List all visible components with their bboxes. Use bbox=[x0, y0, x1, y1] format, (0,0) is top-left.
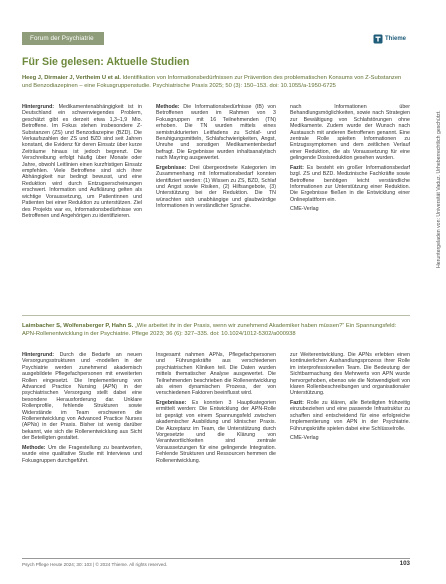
article-reference-2 bbox=[22, 323, 410, 338]
page-header bbox=[22, 32, 410, 45]
paragraph-text: Rolle zu klären, alle Beteiligten frühzeitig einzubeziehen und eine passende Infrastruktur zu schaffen sind entscheidend für eine erfolgreiche Implementierung von APN in der Psychiatrie. Führungskräfte spielen dabei eine Schlüsselrolle. bbox=[290, 400, 410, 432]
paragraph-text: Insgesamt nahmen APNs, Pflegefachpersonen und Führungskräfte aus verschiedenen psychiatrischen Kliniken teil. Die Daten wurden mittels thematischer Analyse ausgewertet. Die Teilnehmenden beschrieben die Rollenentwicklung als einen dynamischen Prozess, der von verschiedenen Faktoren beeinflusst wird. bbox=[156, 352, 276, 397]
paragraph-text: nach Informationen über Behandlungsmöglichkeiten, sowie nach Strategien zur Bewältigung von Schlafstörungen ohne Medikamente. Zudem wurde der Wunsch nach Austausch mit anderen Betroffenen genannt. Eine zentrale Rolle spielten Informationen zu Entzugssymptomen und dem zeitlichen Verlauf einer Reduktion, die als Voraussetzung für eine gelingende Dosisreduktion gesehen wurden. bbox=[290, 104, 410, 162]
article-column bbox=[290, 104, 410, 216]
paragraph-text: Durch die Bedarfe an neuen Versorgungsstrukturen und -modellen in der Psychiatrie werden zunehmend akademisch ausgebildete Pflegefachpersonen mit erweiterten Rollen eingesetzt. Die Implementierung von Advanced Practice Nursing (APN) in der psychiatrischen Versorgung stellt dabei eine besondere Herausforderung dar. Unklare Rollenprofile, fehlende Strukturen sowie Widerstände im Team erschweren die Rollenentwicklung von Advanced Practice Nurses (APNs) in der Praxis. Bisher ist wenig darüber bekannt, wie sich die Rollenentwicklung aus Sicht der Beteiligten gestaltet. bbox=[22, 352, 142, 442]
paragraph-heading: Hintergrund: bbox=[22, 352, 55, 358]
paragraph bbox=[156, 400, 276, 464]
paragraph-heading: Hintergrund: bbox=[22, 104, 55, 110]
rubric-label: Forum der Psychiatrie bbox=[22, 32, 104, 45]
paragraph bbox=[290, 352, 410, 397]
paragraph-text: Es konnten 3 Hauptkategorien ermittelt werden: Die Entwicklung der APN-Rolle ist geprägt von einem Spannungsfeld zwischen akademischer Ausbildung und klinischer Praxis. Die Akzeptanz im Team, die Unterstützung durch Vorgesetzte und die Klärung von Verantwortlichkeiten sind zentrale Voraussetzungen für eine gelingende Integration. Fehlende Strukturen und Ressourcen hemmen die Rollenentwicklung. bbox=[156, 400, 276, 464]
paragraph-text: Es besteht ein großer Informationsbedarf bzgl. ZS und BZD. Medizinische Fachkräfte sowie Betroffene benötigen leicht verständliche Informationen zur Unterstützung einer Reduktion. Die Ergebnisse fließen in die Entwicklung einer Onlineplattform ein. bbox=[290, 164, 410, 203]
paragraph-text: Um die Fragestellung zu beantworten, wurde eine qualitative Studie mit Interviews und Fokusgruppen durchgeführt. bbox=[22, 444, 142, 464]
paragraph bbox=[22, 352, 142, 442]
paragraph-heading: Ergebnisse: bbox=[156, 164, 187, 171]
download-notice: Heruntergeladen von: Universität Vaduz. Urheberrechtlich geschützt. bbox=[436, 110, 442, 268]
publisher-logo bbox=[373, 33, 406, 44]
article-column bbox=[156, 104, 276, 213]
paragraph-heading: Fazit: bbox=[290, 164, 304, 171]
paragraph-text: Die Informationsbedürfnisse (IB) von Betroffenen wurden im Rahmen von 3 Fokusgruppen mit 16 Teilnehmenden (TN) erhoben. Die TN wurden mittels eines semistrukturierten Leitfadens zu Schlaf- und Beruhigungsmitteln, Schlafschwierigkeiten, Angst, Unruhe und sonstigen Medikamentenbedarf befragt. Die Ergebnisse wurden inhaltsanalytisch nach Mayring ausgewertet. bbox=[156, 104, 276, 162]
paragraph bbox=[290, 165, 410, 203]
paragraph-text: Drei übergeordnete Kategorien im Zusammenhang mit Informationsbedarf konnten identifiziert werden: (1) Wissen zu ZS, BZD, Schlaf und Angst sowie Risiken, (2) Hilfsangebote, (3) Unterstützung bei der Reduktion. Die TN wünschten sich unabhängige und glaubwürdige Informationen in verständlicher Sprache. bbox=[156, 164, 276, 210]
article-column bbox=[22, 104, 142, 223]
author-signature: CME-Verlag bbox=[290, 206, 319, 213]
article-column bbox=[290, 352, 410, 445]
paragraph-heading: Methode: bbox=[156, 104, 180, 110]
paragraph-heading: Methode: bbox=[22, 444, 46, 451]
article-body-2 bbox=[22, 352, 410, 548]
paragraph bbox=[290, 400, 410, 432]
article-divider bbox=[22, 315, 410, 316]
paragraph bbox=[290, 104, 410, 162]
publisher-logo-icon bbox=[373, 34, 383, 44]
paragraph bbox=[156, 165, 276, 210]
author-signature: CME-Verlag bbox=[290, 435, 319, 442]
publisher-logo-text: Thieme bbox=[384, 35, 406, 42]
paragraph bbox=[156, 104, 276, 162]
article-authors: Laimbacher S, Wolfensberger P, Hahn S. bbox=[22, 323, 134, 329]
footer-citation: Psych Pflege Heute 2024; 30: 103 | © 2024 Thieme. All rights reserved. bbox=[22, 562, 168, 567]
article-body-1 bbox=[22, 104, 410, 310]
article-citation: Identifikation von Informationsbedürfnissen zur Prävention des problematischen Konsums von Z-Substanzen und Benzodiazepinen – eine Fokusgruppenstudie. Psychiatrische Praxis 2025; 50 (3): 150–153. doi: 10.1055/a-1950-6725 bbox=[22, 75, 402, 89]
section-title: Für Sie gelesen: Aktuelle Studien bbox=[22, 56, 190, 68]
footer-divider bbox=[22, 558, 410, 559]
paragraph bbox=[22, 445, 142, 464]
article-citation: „Wie arbeitet ihr in der Praxis, wenn wir zunehmend Akademiker haben müssen?“ Ein Spannungsfeld: APN-Rollenentwicklung in der Psychiatrie. Pflege 2023; 36 (6): 327–335. doi: 10.1024/1012-5302/a000938 bbox=[22, 323, 397, 337]
paragraph-heading: Ergebnisse: bbox=[156, 400, 187, 407]
article-authors: Heeg J, Dirmaier J, Vertheim U et al. bbox=[22, 75, 121, 81]
paragraph-text: Medikamentenabhängigkeit ist in Deutschland ein schwerwiegendes Problem, geschätzt gibt es derzeit etwa 1,3–1,9 Mio. Betroffene. Im Fokus stehen insbesondere Z-Substanzen (ZS) und Benzodiazepine (BZD). Die Verkaufszahlen der ZS und BZD sind seit Jahren konstant, die Evidenz für deren Einsatz über kurze Zeiträume hinaus ist jedoch begrenzt. Die Verschreibung erfolgt häufig über Monate oder Jahre, obwohl Leitlinien einen kurzfristigen Einsatz empfehlen. Viele Betroffene sind sich ihrer Abhängigkeit nur bedingt bewusst, und eine Reduktion wird durch Entzugserscheinungen erschwert. Information und Aufklärung gelten als wichtige Voraussetzung, um Patientinnen und Patienten bei einer Reduktion zu unterstützen. Ziel des Projekts war es, Informationsbedürfnisse von Betroffenen und Angehörigen zu identifizieren. bbox=[22, 104, 142, 219]
page-number: 103 bbox=[399, 560, 410, 567]
paragraph-text: zur Weiterentwicklung. Die APNs erlebten einen kontinuierlichen Aushandlungsprozess ihrer Rolle im interprofessionellen Team. Die Bedeutung der Sichtbarmachung des Mehrwerts von APN wurde hervorgehoben, ebenso wie die Notwendigkeit von klaren Rollenbeschreibungen und organisationaler Unterstützung. bbox=[290, 352, 410, 397]
article-column bbox=[22, 352, 142, 467]
paragraph-heading: Fazit: bbox=[290, 400, 304, 407]
article-reference-1 bbox=[22, 75, 410, 90]
paragraph bbox=[22, 104, 142, 219]
paragraph bbox=[156, 352, 276, 397]
article-column bbox=[156, 352, 276, 467]
